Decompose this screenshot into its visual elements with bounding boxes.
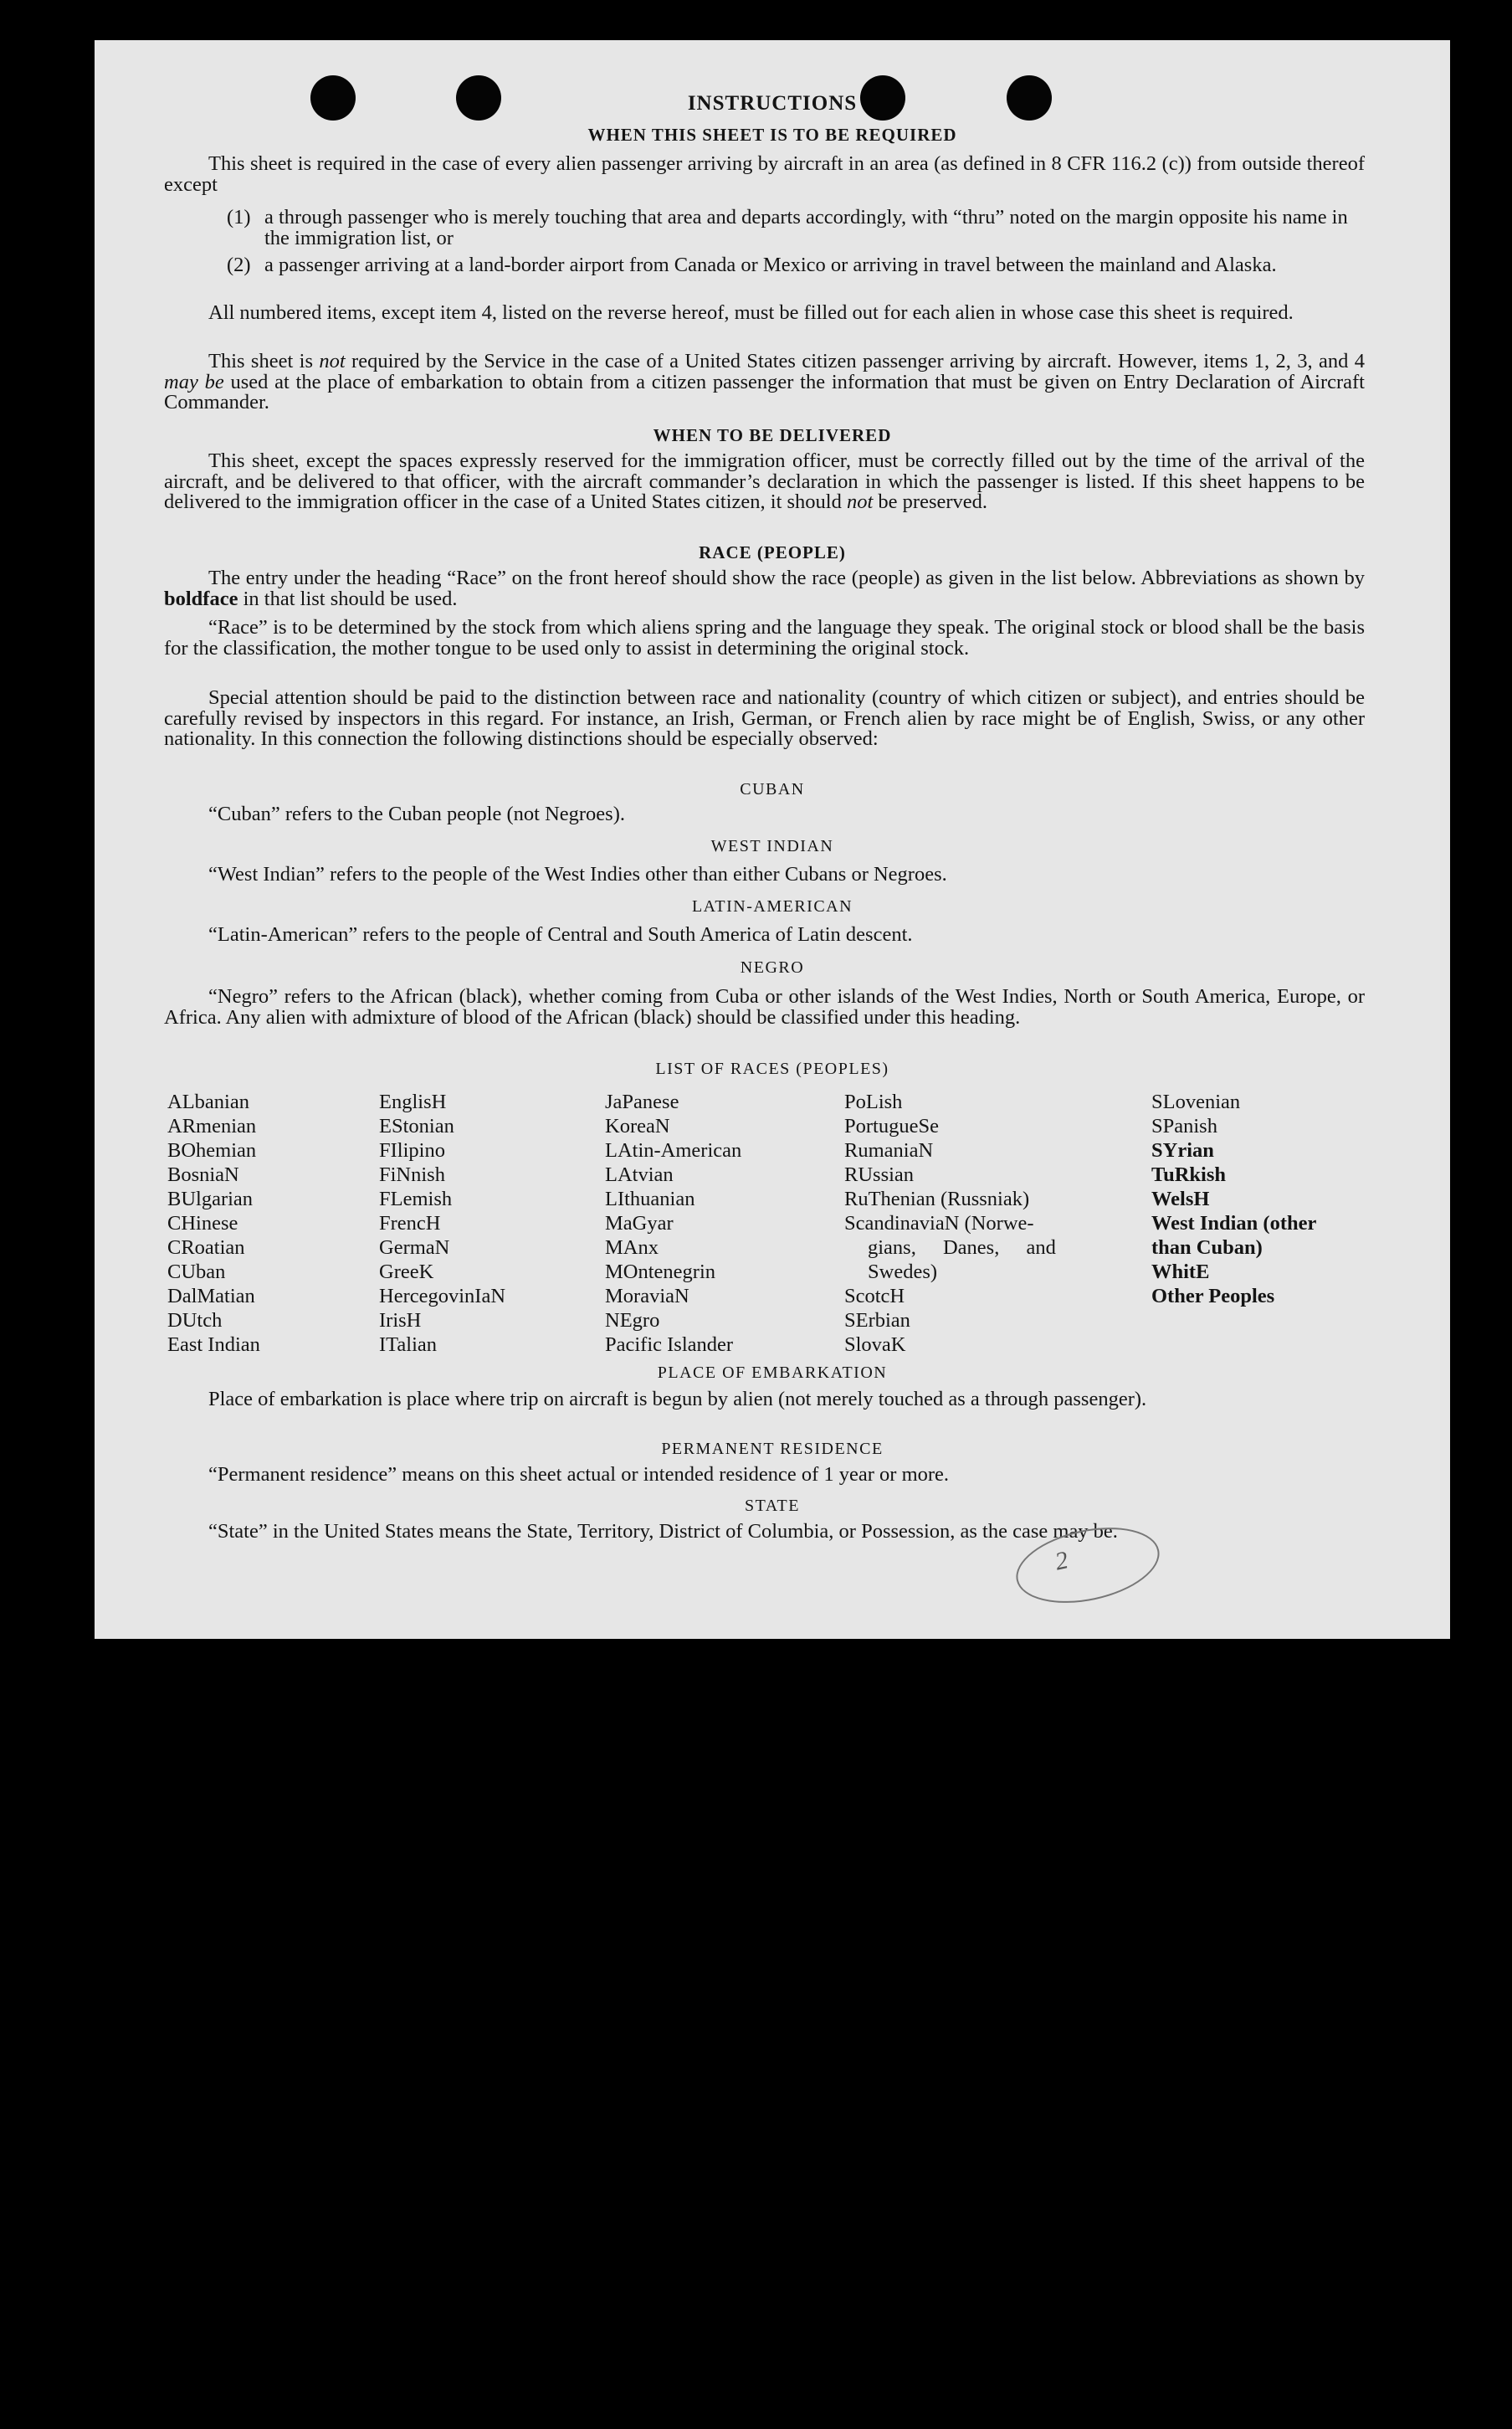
race-entry: FrencH bbox=[379, 1212, 441, 1235]
heading-west-indian: WEST INDIAN bbox=[710, 837, 834, 855]
races-column-5 bbox=[1151, 1090, 1367, 1308]
race-entry: CRoatian bbox=[167, 1236, 245, 1259]
numbered-items-note: All numbered items, except item 4, listed on the reverse hereof, must be filled out for each alien in whose case this sheet is required. bbox=[208, 301, 1294, 324]
race-entry: East Indian bbox=[167, 1333, 260, 1356]
race-entry: RuThenian (Russniak) bbox=[844, 1188, 1030, 1210]
race-entry: GreeK bbox=[379, 1261, 434, 1283]
exception-item-2 bbox=[227, 254, 1367, 276]
race-entry: JaPanese bbox=[605, 1091, 679, 1113]
heading-permanent-residence: PERMANENT RESIDENCE bbox=[661, 1440, 884, 1458]
race-paragraph-2: “Race” is to be determined by the stock from which aliens spring and the language they speak. The original stock or blood shall be the basis for the classification, the mother tongue to be used only to assist in determining the original stock. bbox=[164, 616, 1365, 660]
race-entry: KoreaN bbox=[605, 1115, 670, 1137]
heading-embarkation: PLACE OF EMBARKATION bbox=[657, 1363, 888, 1382]
exception-item-1 bbox=[227, 206, 1367, 249]
race-entry: TuRkish bbox=[1151, 1163, 1227, 1186]
required-intro: This sheet is required in the case of every alien passenger arriving by aircraft in an area (as defined in 8 CFR 116.2 (c)) from outside thereof except bbox=[164, 152, 1365, 196]
heading-list-of-races: LIST OF RACES (PEOPLES) bbox=[655, 1060, 889, 1078]
race-entry: West Indian (other bbox=[1151, 1212, 1317, 1235]
race-entry: CHinese bbox=[167, 1212, 238, 1235]
heading-race: RACE (PEOPLE) bbox=[699, 542, 846, 562]
race-entry: DalMatian bbox=[167, 1285, 255, 1307]
race-entry: WelsH bbox=[1151, 1188, 1210, 1210]
race-entry: Pacific Islander bbox=[605, 1333, 734, 1356]
race-entry: FIlipino bbox=[379, 1139, 445, 1162]
delivery-paragraph: This sheet, except the spaces expressly reserved for the immigration officer, must be correctly filled out by the time of the arrival of the aircraft, and be delivered to that officer, with the aircraft commander’s declaration in which the passenger is listed. If this sheet happens to be delivered to the immigration officer in the case of a United States citizen, it should not be preserved. bbox=[164, 449, 1365, 513]
race-entry: ScandinaviaN (Norwe- bbox=[844, 1212, 1034, 1235]
heading-when-delivered: WHEN TO BE DELIVERED bbox=[653, 425, 892, 445]
races-column-2 bbox=[379, 1090, 505, 1357]
state-text: “State” in the United States means the State, Territory, District of Columbia, or Possession, as the case may be. bbox=[208, 1520, 1118, 1543]
stamp-mark: 2 bbox=[1052, 1546, 1071, 1576]
heading-state: STATE bbox=[745, 1497, 800, 1515]
heading-latin-american: LATIN-AMERICAN bbox=[691, 897, 853, 916]
race-entry: SlovaK bbox=[844, 1333, 906, 1356]
race-entry: gians, Danes, and bbox=[868, 1236, 1056, 1259]
west-indian-text: “West Indian” refers to the people of the West Indies other than either Cubans or Negroes. bbox=[208, 863, 947, 886]
citizen-note: This sheet is not required by the Service in the case of a United States citizen passenger arriving by aircraft. However, items 1, 2, 3, and 4 may be used at the place of embarkation to obtain from a citizen passenger the information that must be given on Entry Declaration of Aircraft Commander. bbox=[164, 350, 1366, 413]
race-entry: BUlgarian bbox=[167, 1188, 254, 1210]
race-entry: RUssian bbox=[844, 1163, 915, 1186]
race-entry: CUban bbox=[167, 1261, 226, 1283]
race-entry: BosniaN bbox=[167, 1163, 239, 1186]
race-paragraph-3: Special attention should be paid to the distinction between race and nationality (country of which citizen or subject), and entries should be carefully revised by inspectors in this regard. For instance, an Irish, German, or French alien by race might be of English, Swiss, or any other nationality. In this connection the following distinctions should be especially observed: bbox=[164, 686, 1365, 750]
race-entry: than Cuban) bbox=[1151, 1236, 1263, 1259]
race-entry: Other Peoples bbox=[1151, 1285, 1275, 1307]
race-entry: PoLish bbox=[844, 1091, 903, 1113]
race-paragraph-1: The entry under the heading “Race” on the front hereof should show the race (people) as given in the list below. Abbreviations as shown by boldface in that list should be used. bbox=[164, 567, 1365, 610]
races-column-3 bbox=[605, 1090, 741, 1357]
item-number: (1) bbox=[227, 206, 251, 229]
race-entry: Swedes) bbox=[868, 1261, 938, 1283]
race-entry: MAnx bbox=[605, 1236, 659, 1259]
race-entry: LAtin-American bbox=[605, 1139, 742, 1162]
race-entry: GermaN bbox=[379, 1236, 450, 1259]
race-entry: NEgro bbox=[605, 1309, 660, 1332]
residence-text: “Permanent residence” means on this sheet actual or intended residence of 1 year or more. bbox=[208, 1463, 950, 1486]
race-entry: MaGyar bbox=[605, 1212, 674, 1235]
race-entry: EnglisH bbox=[379, 1091, 447, 1113]
race-entry: DUtch bbox=[167, 1309, 223, 1332]
document-sheet bbox=[95, 40, 1450, 1639]
race-entry: LAtvian bbox=[605, 1163, 674, 1186]
race-entry: WhitE bbox=[1151, 1261, 1210, 1283]
race-entry: ITalian bbox=[379, 1333, 438, 1356]
item-text: a passenger arriving at a land-border airport from Canada or Mexico or arriving in travel between the mainland and Alaska. bbox=[264, 254, 1277, 276]
race-entry: SYrian bbox=[1151, 1139, 1214, 1162]
heading-negro: NEGRO bbox=[740, 958, 805, 977]
race-entry: SPanish bbox=[1151, 1115, 1217, 1137]
latin-american-text: “Latin-American” refers to the people of Central and South America of Latin descent. bbox=[208, 923, 913, 946]
race-entry: FiNnish bbox=[379, 1163, 445, 1186]
race-entry: RumaniaN bbox=[844, 1139, 934, 1162]
document-title: INSTRUCTIONS bbox=[687, 92, 858, 115]
race-entry: ALbanian bbox=[167, 1091, 249, 1113]
heading-cuban: CUBAN bbox=[740, 780, 805, 799]
races-column-1 bbox=[167, 1090, 260, 1357]
race-entry: FLemish bbox=[379, 1188, 453, 1210]
race-entry: ARmenian bbox=[167, 1115, 257, 1137]
race-entry: SErbian bbox=[844, 1309, 910, 1332]
negro-text: “Negro” refers to the African (black), whether coming from Cuba or other islands of the West Indies, North or South America, Europe, or Africa. Any alien with admixture of blood of the African (black) should be classified under this heading. bbox=[164, 985, 1365, 1029]
race-entry: MOntenegrin bbox=[605, 1261, 715, 1283]
item-number: (2) bbox=[227, 254, 251, 276]
cuban-text: “Cuban” refers to the Cuban people (not Negroes). bbox=[208, 803, 625, 825]
race-entry: BOhemian bbox=[167, 1139, 257, 1162]
race-entry: SLovenian bbox=[1151, 1091, 1241, 1113]
heading-when-required: WHEN THIS SHEET IS TO BE REQUIRED bbox=[587, 125, 957, 145]
races-column-4 bbox=[844, 1090, 1056, 1357]
race-entry: IrisH bbox=[379, 1309, 422, 1332]
race-entry: LIthuanian bbox=[605, 1188, 695, 1210]
embarkation-text: Place of embarkation is place where trip on aircraft is begun by alien (not merely touched as a through passenger). bbox=[208, 1388, 1147, 1410]
race-entry: PortugueSe bbox=[844, 1115, 939, 1137]
race-entry: HercegovinIaN bbox=[379, 1285, 506, 1307]
item-text: a through passenger who is merely touching that area and departs accordingly, with “thru” noted on the margin opposite his name in the immigration list, or bbox=[264, 206, 1348, 249]
race-entry: MoraviaN bbox=[605, 1285, 689, 1307]
race-entry: ScotcH bbox=[844, 1285, 905, 1307]
race-entry: EStonian bbox=[379, 1115, 454, 1137]
